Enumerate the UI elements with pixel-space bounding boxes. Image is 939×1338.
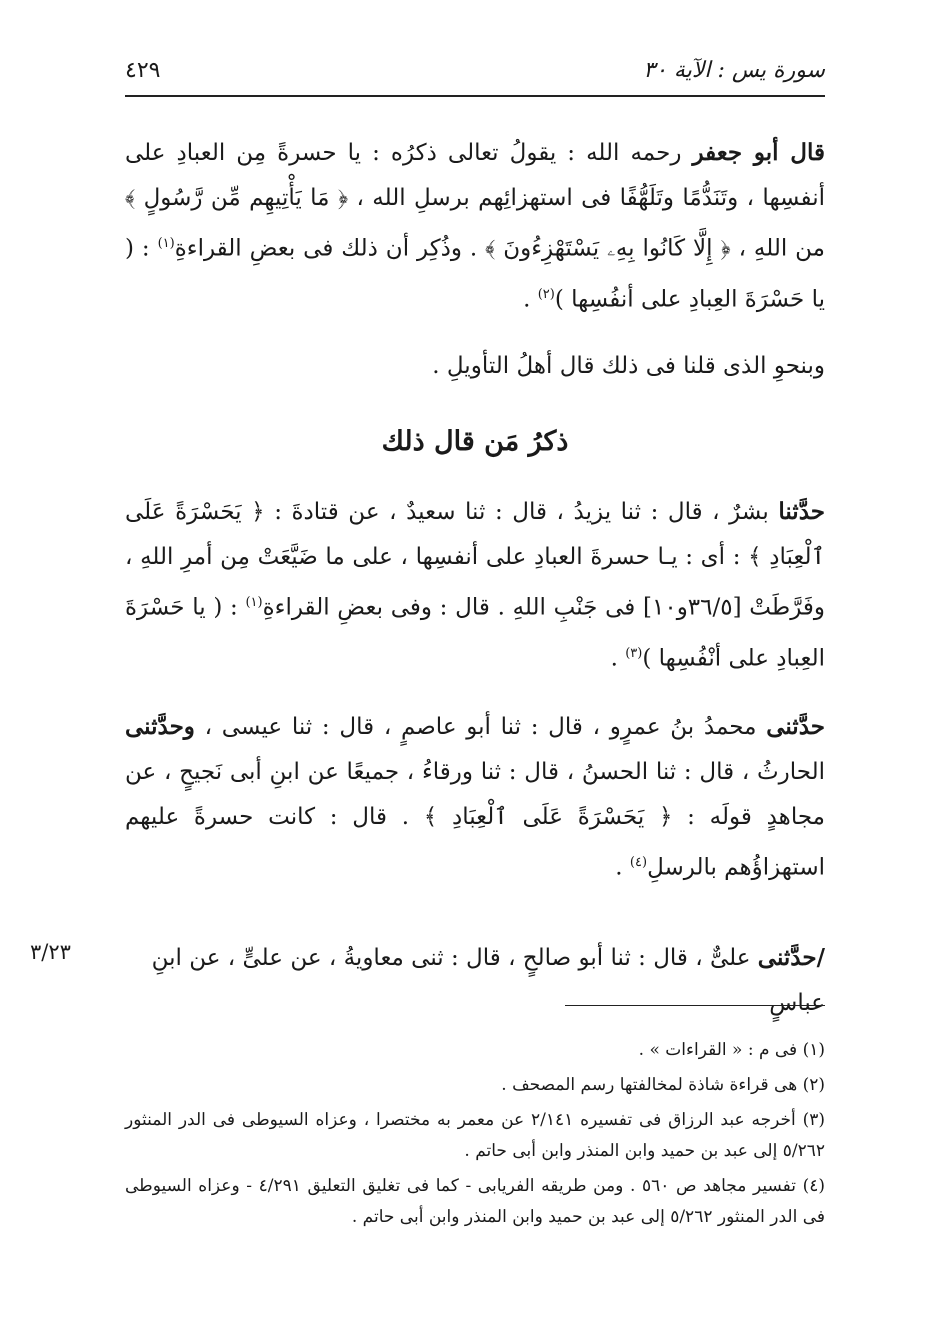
paragraph-text: : ( يا حَسْرَةَ العِبادِ على أنفُسِها ) (125, 235, 825, 313)
paragraph-4 (125, 704, 825, 891)
paragraph-text: الحارثُ ، قال : ثنا الحسنُ ، قال : ثنا ورقاءُ ، جميعًا عن ابنِ أبى نَجيحٍ ، عن مجاهدٍ قولَه : ﴿ يَحَسْرَةً عَلَى ٱلْعِبَادِ ﴾ . قال : كانت حسرةً عليهم استهزاؤُهم بالرسلِ (125, 758, 825, 881)
footnote-item: (٢) هى قراءة شاذة لمخالفتها رسم المصحف . (501, 1075, 825, 1095)
paragraph-text: محمدُ بنُ عمرٍو ، قال : ثنا أبو عاصمٍ ، قال : ثنا عيسى ، (194, 713, 767, 740)
paragraph-3 (125, 489, 825, 681)
main-text (125, 130, 825, 912)
paragraph-text: علىٌّ ، قال : ثنا أبو صالحٍ ، قال : ثنى معاويةُ ، عن علىٍّ ، عن ابنِ عباسٍ (151, 945, 825, 1016)
paragraph-2: وبنحوِ الذى قلنا فى ذلك قال أهلُ التأويلِ . (432, 353, 825, 380)
continuing-line (125, 935, 825, 1026)
footnote-rule (565, 1005, 825, 1006)
footnote-ref[interactable]: (٣) (625, 645, 643, 661)
paragraph-lead: حدَّثنا (778, 498, 825, 526)
paragraph-lead: حدَّثنى (766, 712, 825, 740)
footnotes (125, 1035, 825, 1237)
paragraph-lead: وحدَّثنى (125, 712, 195, 740)
footnote-ref[interactable]: (١) (157, 236, 175, 251)
paragraph-text: بشرٌ ، قال : ثنا يزيدُ ، قال : ثنا سعيدٌ ، عن قتادةَ : ﴿ يَحَسْرَةً عَلَى ٱلْعِبَادِ ﴾ : أى : يـا حسرةَ العبادِ على أنفسِها ، على ما ضَيَّعَتْ مِن أمرِ اللهِ ، وفَرَّطَتْ [٣٦/٥و١٠] فى جَنْبِ اللهِ . قال : وفى بعضِ القراءةِ (125, 499, 825, 621)
footnote-item: (٤) تفسير مجاهد ص ٥٦٠ . ومن طريقه الفريابى - كما فى تغليق التعليق ٤/٢٩١ - وعزاه السيوطى فى الدر المنثور ٥/٢٦٢ إلى عبد بن حميد وابن المنذر وابن أبى حاتم . (125, 1176, 825, 1227)
section-heading: ذكرُ مَن قال ذلك (381, 426, 569, 458)
header-rule (125, 95, 825, 97)
footnote-ref[interactable]: (١) (245, 595, 263, 611)
page-header (125, 50, 825, 90)
paragraph-end: . (610, 645, 626, 672)
paragraph-text: رحمه الله : يقولُ تعالى ذكرُه : يا حسرةً مِن العبادِ على أنفسِها ، وتَنَدُّمًا وتَلَهُّفًا فى استهزائِهم برسلِ الله ، ﴿ مَا يَأْتِيهِم مِّن رَّسُولٍ ﴾ من اللهِ ، ﴿ إِلَّا كَانُوا بِهِۦ يَسْتَهْزِءُونَ ﴾ . وذُكِر أن ذلك فى بعضِ القراءةِ (125, 140, 825, 262)
paragraph-lead: قال أبو جعفر (692, 139, 825, 166)
footnote-ref[interactable]: (٢) (537, 286, 555, 302)
paragraph-lead: /حدَّثنى (757, 944, 825, 971)
paragraph-end: . (615, 854, 630, 881)
footnote-item: (٣) أخرجه عبد الرزاق فى تفسيره ٢/١٤١ عن معمر به مختصرا ، وعزاه السيوطى فى الدر المنثور ٥/٢٦٢ إلى عبد بن حميد وابن المنذر وابن أبى حاتم . (125, 1110, 825, 1161)
paragraph-1 (125, 130, 825, 322)
footnote-ref[interactable]: (٤) (629, 854, 648, 870)
paragraph-end: . (523, 286, 538, 313)
margin-reference: ٣/٢٣ (30, 940, 71, 964)
paragraph-text: : ( يا حَسْرَةَ العِبادِ على أنْفُسِها ) (125, 594, 825, 672)
running-title: سورة يس : الآية ٣٠ (643, 57, 825, 83)
page-number: ٤٢٩ (125, 57, 161, 83)
footnote-item: (١) فى م : « القراءات » . (638, 1040, 825, 1060)
